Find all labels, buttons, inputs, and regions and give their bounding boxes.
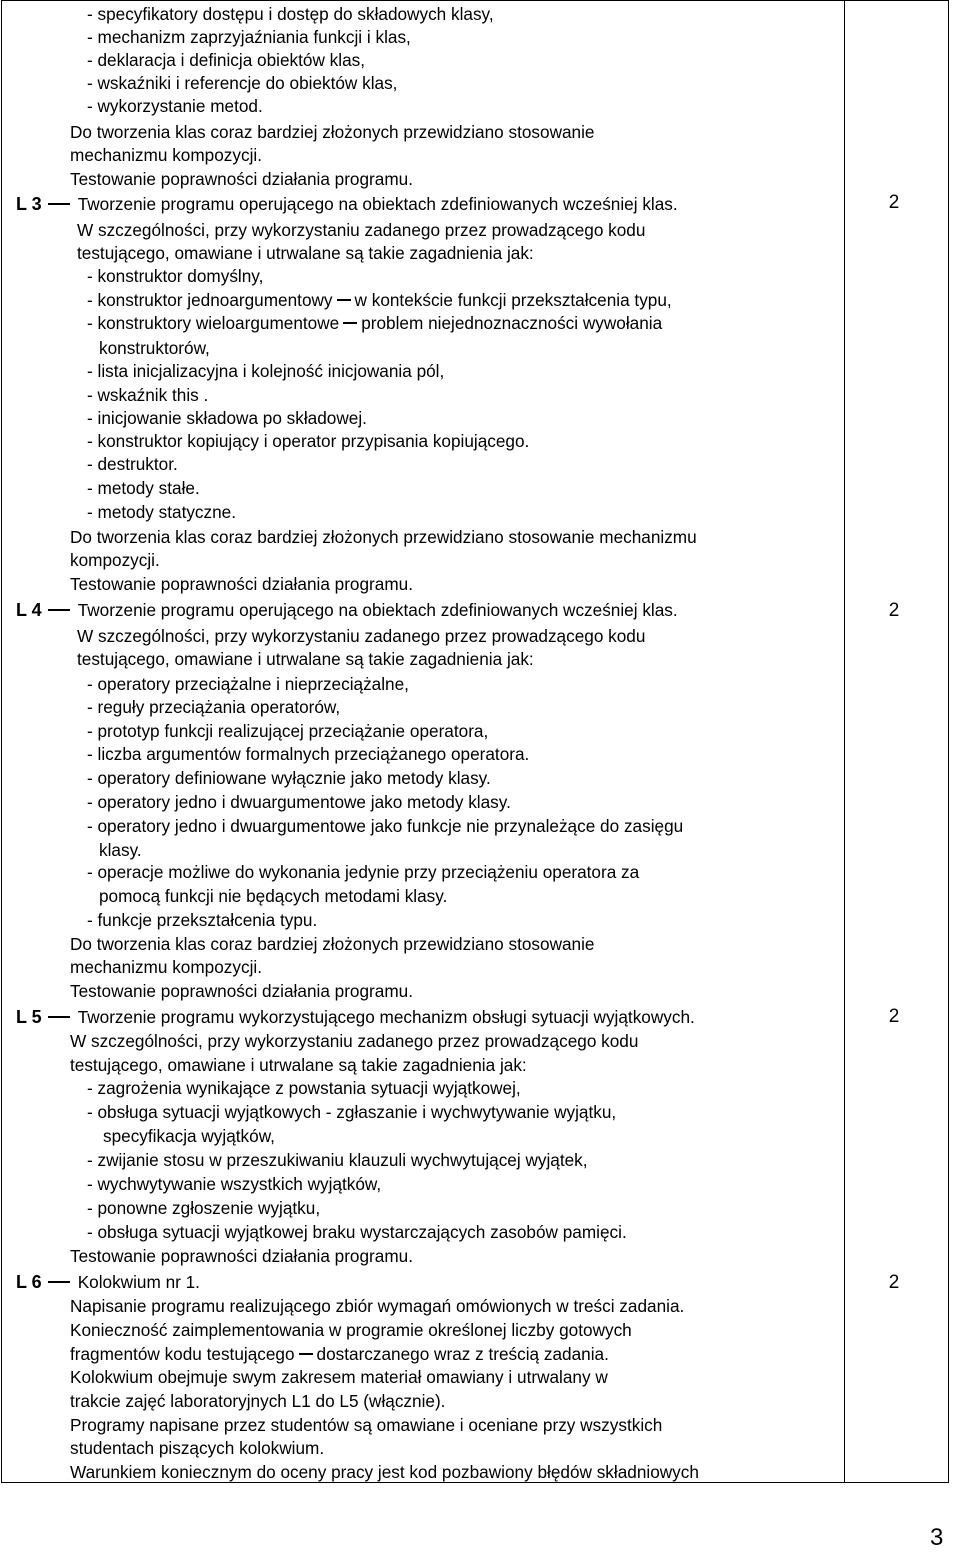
em-dash-icon: [299, 1353, 313, 1355]
lesson-line: - operacje możliwe do wykonania jedynie przy przeciążeniu operatora za: [87, 862, 640, 882]
lesson-line: Warunkiem koniecznym do oceny pracy jest kod pozbawiony błędów składniowych: [70, 1462, 699, 1482]
lesson-line: testującego, omawiane i utrwalane są takie zagadnienia jak:: [77, 243, 534, 263]
lesson-line: Testowanie poprawności działania programu.: [70, 574, 413, 594]
lesson-line: testującego, omawiane i utrwalane są takie zagadnienia jak:: [70, 1055, 527, 1075]
lesson-line: Programy napisane przez studentów są omawiane i oceniane przy wszystkich: [70, 1415, 663, 1435]
lesson-line: konstruktorów,: [99, 338, 210, 358]
dash-icon: [48, 609, 70, 611]
line-part: fragmentów kodu testującego: [70, 1344, 295, 1364]
lesson-line: Testowanie poprawności działania programu.: [70, 1246, 413, 1266]
program-table: [1, 0, 949, 1483]
intro-line: - wykorzystanie metod.: [87, 96, 263, 116]
lesson-line: - ponowne zgłoszenie wyjątku,: [87, 1198, 321, 1218]
dash-icon: [48, 203, 70, 205]
lesson-line: klasy.: [99, 840, 142, 860]
lesson-line: specyfikacja wyjątków,: [103, 1126, 275, 1146]
lesson-line: trakcie zajęć laboratoryjnych L1 do L5 (włącznie).: [70, 1391, 446, 1411]
lesson-line: - konstruktor kopiujący i operator przypisania kopiującego.: [87, 431, 530, 451]
lesson-line: - wychwytywanie wszystkich wyjątków,: [87, 1174, 382, 1194]
lesson-line: - metody stałe.: [87, 478, 200, 498]
em-dash-icon: [337, 299, 351, 301]
lesson-header-l3: [16, 193, 678, 216]
lesson-line: - liczba argumentów formalnych przeciążanego operatora.: [87, 744, 530, 764]
lesson-line: - metody statyczne.: [87, 502, 237, 522]
lesson-line: Testowanie poprawności działania programu.: [70, 981, 413, 1001]
lesson-line: [70, 1343, 609, 1366]
lesson-line: Do tworzenia klas coraz bardziej złożonych przewidziano stosowanie: [70, 934, 595, 954]
lesson-header-l5: [16, 1006, 695, 1029]
lesson-code: L 3: [16, 194, 42, 214]
hours-l3: 2: [888, 192, 900, 213]
lesson-line: kompozycji.: [70, 550, 160, 570]
intro-line: - wskaźniki i referencje do obiektów klas,: [87, 73, 398, 93]
intro-line: - deklaracja i definicja obiektów klas,: [87, 50, 365, 70]
dash-icon: [48, 1281, 70, 1283]
line-part: problem niejednoznaczności wywołania: [361, 313, 663, 333]
line-part: w kontekście funkcji przekształcenia typu,: [354, 290, 672, 310]
lesson-line: - operatory przeciążalne i nieprzeciążalne,: [87, 674, 409, 694]
lesson-line: studentach piszących kolokwium.: [70, 1438, 325, 1458]
lesson-line: - zagrożenia wynikające z powstania sytuacji wyjątkowej,: [87, 1078, 521, 1098]
hours-l5: 2: [888, 1006, 900, 1027]
lesson-line: W szczególności, przy wykorzystaniu zadanego przez prowadzącego kodu: [77, 626, 646, 646]
lesson-line: - funkcje przekształcenia typu.: [87, 910, 318, 930]
lesson-line: - obsługa sytuacji wyjątkowych - zgłaszanie i wychwytywanie wyjątku,: [87, 1102, 617, 1122]
lesson-line: - destruktor.: [87, 454, 178, 474]
line-part: - konstruktor jednoargumentowy: [87, 290, 333, 310]
lesson-line: - reguły przeciążania operatorów,: [87, 697, 341, 717]
lesson-title: Tworzenie programu operującego na obiektach zdefiniowanych wcześniej klas.: [77, 600, 678, 620]
lesson-line: - lista inicjalizacyjna i kolejność inicjowania pól,: [87, 361, 445, 381]
hours-l4: 2: [888, 600, 900, 621]
lesson-header-l6: [16, 1271, 200, 1294]
lesson-line: - zwijanie stosu w przeszukiwaniu klauzuli wychwytującej wyjątek,: [87, 1150, 588, 1170]
line-part: dostarczanego wraz z treścią zadania.: [316, 1344, 609, 1364]
lesson-header-l4: [16, 599, 678, 622]
column-divider: [844, 1, 845, 1482]
intro-line: - mechanizm zaprzyjaźniania funkcji i klas,: [87, 27, 411, 47]
lesson-line: - konstruktor domyślny,: [87, 266, 264, 286]
lesson-line: [87, 289, 672, 312]
lesson-line: - obsługa sytuacji wyjątkowej braku wystarczających zasobów pamięci.: [87, 1222, 627, 1242]
line-part: - konstruktory wieloargumentowe: [87, 313, 340, 333]
lesson-line: - wskaźnik this .: [87, 385, 209, 405]
lesson-line: - operatory jedno i dwuargumentowe jako funkcje nie przynależące do zasięgu: [87, 816, 684, 836]
dash-icon: [48, 1016, 70, 1018]
page-number: 3: [930, 1524, 944, 1551]
lesson-line: - prototyp funkcji realizującej przeciążanie operatora,: [87, 721, 489, 741]
lesson-line: Napisanie programu realizującego zbiór wymagań omówionych w treści zadania.: [70, 1296, 685, 1316]
lesson-code: L 6: [16, 1272, 42, 1292]
intro-line: Testowanie poprawności działania programu.: [70, 169, 413, 189]
lesson-title: Tworzenie programu wykorzystującego mechanizm obsługi sytuacji wyjątkowych.: [77, 1007, 695, 1027]
intro-line: mechanizmu kompozycji.: [70, 145, 262, 165]
lesson-line: testującego, omawiane i utrwalane są takie zagadnienia jak:: [77, 649, 534, 669]
lesson-line: W szczególności, przy wykorzystaniu zadanego przez prowadzącego kodu: [77, 220, 646, 240]
lesson-line: mechanizmu kompozycji.: [70, 957, 262, 977]
lesson-line: [87, 312, 662, 335]
lesson-title: Kolokwium nr 1.: [77, 1272, 200, 1292]
lesson-line: - operatory jedno i dwuargumentowe jako metody klasy.: [87, 792, 511, 812]
lesson-line: - inicjowanie składowa po składowej.: [87, 408, 367, 428]
lesson-line: Kolokwium obejmuje swym zakresem materiał omawiany i utrwalany w: [70, 1367, 608, 1387]
intro-line: - specyfikatory dostępu i dostęp do składowych klasy,: [87, 4, 494, 24]
lesson-line: - operatory definiowane wyłącznie jako metody klasy.: [87, 768, 491, 788]
lesson-line: pomocą funkcji nie będących metodami klasy.: [99, 886, 448, 906]
lesson-line: Do tworzenia klas coraz bardziej złożonych przewidziano stosowanie mechanizmu: [70, 527, 697, 547]
lesson-line: W szczególności, przy wykorzystaniu zadanego przez prowadzącego kodu: [70, 1031, 639, 1051]
em-dash-icon: [343, 322, 357, 324]
lesson-line: Konieczność zaimplementowania w programie określonej liczby gotowych: [70, 1320, 632, 1340]
lesson-code: L 5: [16, 1007, 42, 1027]
lesson-code: L 4: [16, 600, 42, 620]
intro-line: Do tworzenia klas coraz bardziej złożonych przewidziano stosowanie: [70, 122, 595, 142]
hours-l6: 2: [888, 1272, 900, 1293]
lesson-title: Tworzenie programu operującego na obiektach zdefiniowanych wcześniej klas.: [77, 194, 678, 214]
